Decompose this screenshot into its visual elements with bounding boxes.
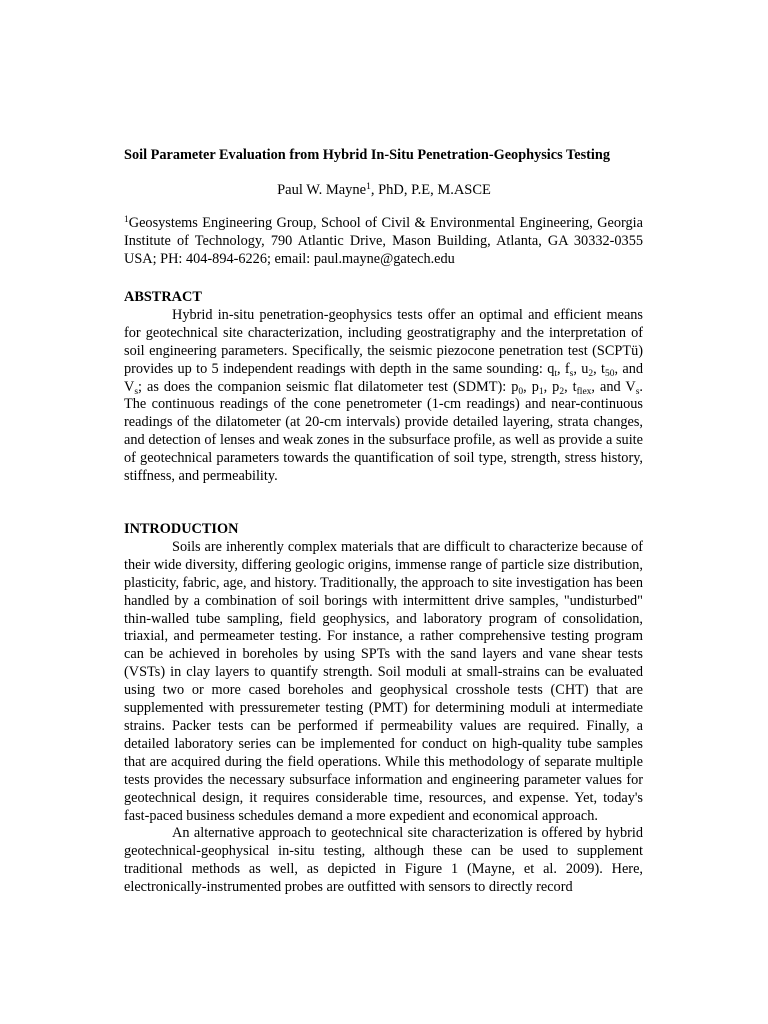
- affiliation-block: [124, 215, 643, 269]
- introduction-section: [124, 521, 643, 897]
- symbol-tflex: $t_{flex}$: [572, 378, 592, 397]
- symbol-u2: $u_2$: [581, 360, 594, 379]
- author-credentials: , PhD, P.E, M.ASCE: [370, 182, 491, 198]
- symbol-p2: $p_2$: [552, 378, 565, 397]
- abstract-section: [124, 289, 643, 486]
- affiliation-marker: 1: [124, 215, 129, 225]
- abstract-text-part: Hybrid in-situ penetration-geophysics tests offer an optimal and efficient means for geotechnical site characterization, including geostratigraphy and the interpretation of soil engineering parameters. Specifically, the seismic piezocone penetration test (SCPTü) provides up to 5 independent readings with depth in the same sounding:: [124, 306, 643, 377]
- abstract-text-part: . The continuous readings of the cone penetrometer (1-cm readings) and near-continuous readings of the dilatometer (at 20-cm intervals) provide detailed layering, strata changes, and detection of lenses and weak zones in the subsurface profile, as well as provide a suite of geotechnical parameters towards the quantification of soil type, strength, stress history, stiffness, and permeability.: [124, 378, 643, 485]
- symbol-vs: $V_s$: [124, 378, 139, 397]
- author-name: Paul W. Mayne: [277, 182, 367, 198]
- symbol-t50: $t_{50}$: [601, 360, 615, 379]
- author-line: [0, 182, 768, 199]
- abstract-paragraph: Hybrid in-situ penetration-geophysics tests offer an optimal and efficient means for geotechnical site characterization, including geostratigraphy and the interpretation of soil engineering parameters. Specifically, the seismic piezocone penetration test (SCPTü) provides up to 5 independent readings with depth in the same sounding: $q_t$, $f_s$, $u_2$, $t_{50}$, and $V_s$; as does the companion seismic flat dilatometer test (SDMT): $p_0$, $p_1$, $p_2$, $t_{flex}$, and $V_s$. The continuous readings of the cone penetrometer (1-cm readings) and near-continuous readings of the dilatometer (at 20-cm intervals) provide detailed layering, strata changes, and detection of lenses and weak zones in the subsurface profile, as well as provide a suite of geotechnical parameters towards the quantification of soil type, strength, stress history, stiffness, and permeability.: [124, 306, 643, 485]
- symbol-p0: $p_0$: [511, 378, 524, 397]
- symbol-qt: $q_t$: [547, 360, 557, 379]
- introduction-paragraph-1: Soils are inherently complex materials that are difficult to characterize because of their wide diversity, differing geologic origins, immense range of particle size distribution, plasticity, fabric, age, and history. Traditionally, the approach to site investigation has been handled by a combination of soil borings with intermittent drive samples, "undisturbed" thin-walled tube sampling, field geophysics, and laboratory program of consolidation, triaxial, and permeameter testing. For instance, a rather comprehensive testing program can be achieved in boreholes by using SPTs with the sand layers and vane shear tests (VSTs) in clay layers to quantify strength. Soil moduli at small-strains can be evaluated using two or more cased boreholes and geophysical crosshole tests (CHT) that are supplemented with pressuremeter testing (PMT) for determining moduli at intermediate strains. Packer tests can be performed if permeability values are required. Finally, a detailed laboratory series can be implemented for conduct on high-quality tube samples that are acquired during the field operations. While this methodology of separate multiple tests provides the necessary subsurface information and engineering parameter values for geotechnical design, it requires considerable time, resources, and expense. Yet, today's fast-paced business schedules demand a more expedient and economical approach.: [124, 538, 643, 824]
- introduction-paragraph-2: An alternative approach to geotechnical site characterization is offered by hybrid geotechnical-geophysical in-situ testing, although these can be used to supplement traditional methods as well, as depicted in Figure 1 (Mayne, et al. 2009). Here, electronically-instrumented probes are outfitted with sensors to directly record: [124, 825, 643, 896]
- affiliation-text: Geosystems Engineering Group, School of Civil & Environmental Engineering, Georgia Institute of Technology, 790 Atlantic Drive, Mason Building, Atlanta, GA 30332-0355 USA; PH: 404-894-6226; email: paul.mayne@gatech.edu: [124, 215, 643, 267]
- author-affiliation-marker: 1: [366, 182, 371, 192]
- abstract-text-part: ; as does the companion seismic flat dilatometer test (SDMT):: [138, 378, 512, 395]
- abstract-heading: ABSTRACT: [124, 289, 202, 305]
- symbol-vs-2: $V_s$: [625, 378, 640, 397]
- introduction-heading: INTRODUCTION: [124, 521, 239, 537]
- symbol-p1: $p_1$: [531, 378, 544, 397]
- paper-title: Soil Parameter Evaluation from Hybrid In-Situ Penetration-Geophysics Testing: [124, 147, 610, 163]
- symbol-fs: $f_s$: [564, 360, 574, 379]
